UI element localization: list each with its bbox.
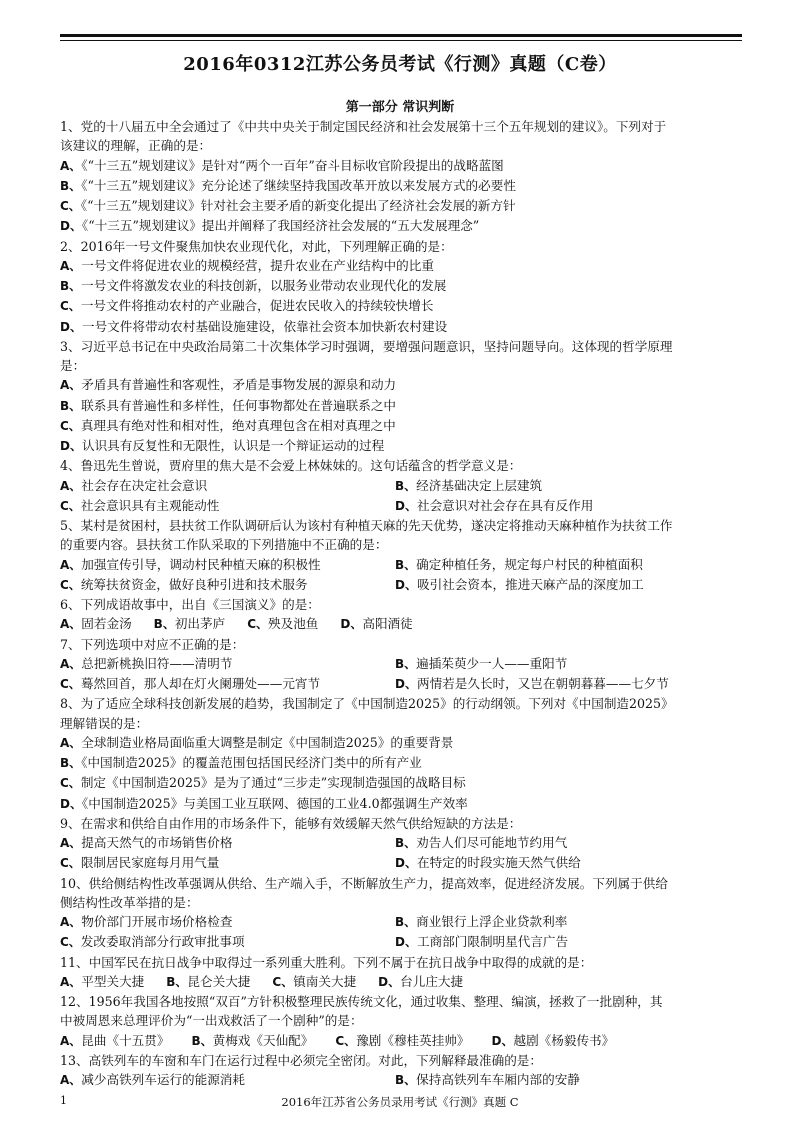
question-stem: 5、某村是贫困村，县扶贫工作队调研后认为该村有种植天麻的先天优势，遂决定将推动天麻种植作为扶贫工作	[60, 518, 673, 533]
option	[60, 158, 504, 173]
option-row	[60, 416, 750, 436]
option-row	[60, 773, 750, 793]
option-text: 加强宣传引导，调动村民种植天麻的积极性	[81, 556, 321, 572]
option-text: 《“十三五”规划建议》针对社会主要矛盾的新变化提出了经济社会发展的新方针	[80, 198, 516, 213]
option-text: 限制居民家庭每月用气量	[80, 855, 220, 871]
option-text: 吸引社会资本，推进天麻产品的深度加工	[416, 576, 644, 592]
option-label: A、	[60, 836, 82, 850]
option-text: 商业银行上浮企业贷款利率	[416, 914, 568, 929]
option	[191, 1033, 313, 1048]
footer-title: 2016年江苏省公务员录用考试《行测》真题 C	[281, 1095, 519, 1109]
option	[395, 676, 669, 691]
option-text: 台儿庄大捷	[400, 973, 464, 989]
option-text: 真理具有绝对性和相对性，绝对真理包含在相对真理之中	[80, 417, 396, 433]
option-text: 社会存在决定社会意识	[81, 477, 208, 493]
option-label: C、	[60, 418, 81, 433]
option-label: D、	[395, 935, 417, 950]
option	[335, 1033, 469, 1048]
option-label: C、	[60, 677, 81, 691]
option-row	[60, 156, 750, 176]
option-label: B、	[60, 178, 82, 193]
option	[60, 855, 219, 870]
option-text: 确定种植任务，规定每户村民的种植面积	[416, 556, 643, 572]
option-label: C、	[60, 856, 81, 871]
option-text: 一号文件将推动农村的产业融合，促进农民收入的持续较快增长	[80, 298, 434, 314]
question-block	[60, 992, 750, 1051]
option-row	[60, 296, 750, 316]
question-block	[60, 874, 750, 953]
question-stem: 是：	[60, 358, 86, 373]
option-label: D、	[60, 439, 82, 453]
option-text: 保持高铁列车车厢内部的安静	[416, 1072, 580, 1087]
option-row	[60, 436, 750, 456]
option	[395, 855, 581, 870]
option	[60, 498, 219, 513]
question-stem: 中被周恩来总理评价为“一出戏救活了一个剧种”的是：	[60, 1013, 363, 1029]
option-label: B、	[395, 557, 417, 572]
question-block	[60, 814, 750, 874]
option-label: C、	[335, 1033, 357, 1048]
option-text: 《“十三五”规划建议》提出并阐释了我国经济社会发展的“五大发展理念”	[81, 218, 480, 234]
question-stem: 9、在需求和供给自由作用的市场条件下，能够有效缓解天然气供给短缺的方法是：	[60, 815, 522, 831]
option-label: B、	[395, 836, 417, 850]
option	[166, 974, 250, 989]
option-label: A、	[60, 656, 82, 671]
option	[395, 577, 644, 592]
option	[395, 914, 567, 929]
option-row	[60, 276, 750, 296]
option-label: A、	[60, 974, 82, 989]
option	[395, 656, 567, 671]
question-block	[60, 694, 750, 814]
option-text: 高阳酒徒	[362, 616, 413, 632]
option	[60, 676, 320, 691]
option-text: 《“十三五”规划建议》充分论述了继续坚持我国改革开放以来发展方式的必要性	[81, 177, 516, 193]
option-row	[60, 1070, 750, 1090]
option-label: B、	[166, 974, 188, 989]
question-stem: 7、下列选项中对应不正确的是：	[60, 636, 245, 652]
option-label: B、	[60, 398, 82, 413]
option	[60, 377, 396, 392]
option-text: 《“十三五”规划建议》是针对“两个一百年”奋斗目标收官阶段提出的战略蓝图	[81, 157, 504, 173]
option-label: D、	[395, 856, 417, 871]
option-row	[60, 614, 750, 634]
option-row	[60, 196, 750, 216]
option-row	[60, 575, 750, 595]
option-label: B、	[60, 756, 82, 770]
option-label: D、	[395, 577, 417, 592]
option-row	[60, 733, 750, 753]
question-block	[60, 456, 750, 516]
option-row	[60, 1031, 750, 1051]
option-text: 总把新桃换旧符——清明节	[81, 655, 233, 671]
question-block	[60, 337, 750, 457]
question-stem: 12、1956年我国各地按照“双百”方针积极整理民族传统文化，通过收集、整理、编演，拯救了一批剧种，其	[60, 994, 663, 1009]
option-label: A、	[60, 557, 82, 572]
option-text: 提高天然气的市场销售价格	[81, 835, 233, 850]
option	[60, 178, 516, 193]
option-label: A、	[60, 258, 82, 273]
question-stem: 11、中国军民在抗日战争中取得过一系列重大胜利。下列不属于在抗日战争中取得的成就的是：	[60, 954, 593, 970]
option-text: 经济基础决定上层建筑	[416, 477, 543, 493]
option-label: C、	[60, 299, 81, 314]
option-text: 统筹扶贫资金，做好良种引进和技术服务	[80, 576, 308, 592]
option-label: B、	[395, 1073, 417, 1087]
option	[247, 616, 318, 631]
option-text: 黄梅戏《天仙配》	[212, 1032, 314, 1048]
option-row	[60, 972, 750, 992]
option-row	[60, 932, 750, 952]
option	[378, 974, 463, 989]
option-label: D、	[395, 677, 417, 691]
question-block	[60, 516, 750, 595]
option	[60, 398, 396, 413]
option	[395, 478, 542, 493]
option	[395, 835, 567, 850]
option	[60, 577, 308, 592]
option-row	[60, 654, 750, 674]
option-label: A、	[60, 915, 82, 929]
option	[395, 1072, 580, 1087]
option-text: 蓦然回首，那人却在灯火阑珊处——元宵节	[80, 676, 321, 691]
option-label: B、	[395, 478, 417, 493]
question-stem: 4、鲁迅先生曾说，贾府里的焦大是不会爱上林妹妹的。这句话蕴含的哲学意义是：	[60, 458, 522, 474]
option	[60, 1072, 245, 1087]
option-row	[60, 674, 750, 694]
option-label: C、	[272, 974, 294, 989]
option-text: 劝告人们尽可能地节约用气	[416, 835, 568, 850]
option	[60, 478, 207, 493]
question-stem: 侧结构性改革举措的是：	[60, 894, 199, 910]
option-text: 豫剧《穆桂英挂帅》	[356, 1032, 470, 1048]
question-stem: 该建议的理解，正确的是：	[60, 138, 212, 154]
option	[60, 755, 422, 770]
option-label: A、	[60, 478, 82, 493]
option	[60, 319, 447, 334]
option-text: 平型关大捷	[81, 973, 145, 989]
option-row	[60, 753, 750, 773]
header-rule-thick	[60, 34, 742, 37]
page-number: 1	[60, 1094, 67, 1107]
option-text: 发改委取消部分行政审批事项	[80, 934, 245, 950]
option-row	[60, 853, 750, 873]
question-block	[60, 1051, 750, 1091]
option-label: D、	[395, 498, 417, 513]
option	[395, 557, 643, 572]
option-label: A、	[60, 1033, 82, 1048]
question-block	[60, 117, 750, 237]
option-label: D、	[60, 219, 82, 234]
option-label: D、	[60, 319, 82, 334]
option-text: 一号文件将带动农村基础设施建设，依靠社会资本加快新农村建设	[81, 318, 448, 334]
option	[60, 974, 144, 989]
question-stem: 的重要内容。县扶贫工作队采取的下列措施中不正确的是：	[60, 537, 388, 553]
option-row	[60, 396, 750, 416]
option-row	[60, 496, 750, 516]
option	[395, 934, 568, 949]
option	[60, 198, 516, 213]
question-stem: 理解错误的是：	[60, 715, 149, 731]
option-text: 一号文件将激发农业的科技创新，以服务业带动农业现代化的发展	[81, 278, 447, 293]
option-label: C、	[60, 498, 81, 513]
option-label: D、	[60, 796, 82, 811]
question-block	[60, 595, 750, 635]
question-stem: 8、为了适应全球科技创新发展的趋势，我国制定了《中国制造2025》的行动纲领。下列对《中国制造2025》	[60, 696, 674, 712]
option-label: D、	[340, 617, 363, 632]
option-label: A、	[60, 1073, 82, 1087]
option	[60, 656, 232, 671]
option-text: 两情若是久长时，又岂在朝朝暮暮——七夕节	[416, 676, 669, 691]
option-label: A、	[60, 617, 82, 632]
option-text: 物价部门开展市场价格检查	[81, 914, 233, 929]
option-label: B、	[60, 279, 82, 293]
option-row	[60, 176, 750, 196]
option	[60, 298, 433, 313]
option-text: 联系具有普遍性和多样性，任何事物都处在普遍联系之中	[81, 397, 396, 413]
option-label: A、	[60, 735, 82, 750]
option	[60, 258, 434, 273]
option-label: D、	[491, 1033, 514, 1048]
header-rule-thin	[60, 40, 742, 41]
option-text: 一号文件将促进农业的规模经营，提升农业在产业结构中的比重	[81, 257, 434, 273]
option-text: 工商部门限制明星代言广告	[416, 934, 569, 950]
option-row	[60, 375, 750, 395]
option-label: C、	[60, 776, 81, 791]
option-text: 遍插茱萸少一人——重阳节	[416, 655, 568, 671]
option-text: 在特定的时段实施天然气供给	[416, 855, 581, 871]
option-row	[60, 912, 750, 932]
option-text: 矛盾具有普遍性和客观性，矛盾是事物发展的源泉和动力	[81, 377, 397, 393]
question-stem: 6、下列成语故事中，出自《三国演义》的是：	[60, 597, 320, 612]
option	[60, 557, 321, 572]
option-row	[60, 794, 750, 814]
option-label: C、	[60, 199, 81, 213]
option	[60, 735, 453, 750]
option	[60, 934, 245, 949]
question-list	[60, 117, 750, 1090]
option-label: A、	[60, 378, 82, 393]
option-text: 昆仑关大捷	[187, 973, 251, 989]
option-text: 越剧《杨毅传书》	[513, 1032, 615, 1048]
option	[272, 974, 356, 989]
option-text: 减少高铁列车运行的能源消耗	[81, 1072, 246, 1087]
option-label: B、	[395, 656, 417, 671]
option	[340, 616, 412, 631]
question-block	[60, 635, 750, 695]
option-row	[60, 216, 750, 236]
question-stem: 10、供给侧结构性改革强调从供给、生产端入手，不断解放生产力，提高效率，促进经济发展。下列属于供给	[60, 875, 668, 891]
option-text: 初出茅庐	[174, 616, 226, 632]
question-stem: 2、2016年一号文件聚焦加快农业现代化，对此，下列理解正确的是：	[60, 238, 453, 254]
option-text: 固若金汤	[81, 616, 132, 632]
option-label: B、	[395, 915, 417, 929]
option-label: B、	[191, 1033, 213, 1048]
option	[60, 914, 232, 929]
option-row	[60, 317, 750, 337]
option	[492, 1033, 615, 1048]
option	[60, 1033, 169, 1048]
option-text: 社会意识对社会存在具有反作用	[416, 497, 594, 513]
document-title: 2016年0312江苏公务员考试《行测》真题（C卷）	[183, 54, 617, 75]
option-row	[60, 555, 750, 575]
option	[154, 616, 226, 631]
option	[395, 498, 593, 513]
option-label: C、	[60, 935, 81, 950]
option	[60, 616, 132, 631]
option-label: C、	[247, 617, 269, 632]
option	[60, 218, 479, 233]
option-text: 全球制造业格局面临重大调整是制定《中国制造2025》的重要背景	[81, 734, 454, 750]
option-label: B、	[153, 617, 175, 632]
option-text: 制定《中国制造2025》是为了通过“三步走”实现制造强国的战略目标	[80, 775, 466, 791]
option	[60, 775, 466, 790]
option-text: 《中国制造2025》与美国工业互联网、德国的工业4.0都强调生产效率	[81, 795, 468, 811]
option	[60, 418, 396, 433]
option	[60, 835, 232, 850]
option-row	[60, 476, 750, 496]
option-row	[60, 833, 750, 853]
question-stem: 1、党的十八届五中全会通过了《中共中央关于制定国民经济和社会发展第十三个五年规划的建议》。下列对于	[60, 119, 667, 134]
option-text: 镇南关大捷	[293, 973, 357, 989]
section-heading: 第一部分 常识判断	[345, 100, 455, 115]
option-label: D、	[378, 974, 401, 989]
option	[60, 796, 468, 811]
option-text: 认识具有反复性和无限性，认识是一个辩证运动的过程	[81, 438, 385, 453]
option-text: 昆曲《十五贯》	[81, 1032, 170, 1048]
option-text: 《中国制造2025》的覆盖范围包括国民经济门类中的所有产业	[81, 755, 422, 770]
question-block	[60, 237, 750, 337]
option	[60, 438, 384, 453]
question-stem: 3、习近平总书记在中央政治局第二十次集体学习时强调，要增强问题意识，坚持问题导向。这体现的哲学原理	[60, 338, 673, 354]
option	[60, 278, 446, 293]
option-text: 社会意识具有主观能动性	[80, 497, 220, 513]
question-block	[60, 953, 750, 993]
option-label: A、	[60, 158, 82, 173]
option-label: C、	[60, 577, 81, 592]
option-text: 殃及池鱼	[268, 616, 319, 632]
question-stem: 13、高铁列车的车窗和车门在运行过程中必须完全密闭。对此，下列解释最准确的是：	[60, 1052, 542, 1068]
option-row	[60, 256, 750, 276]
